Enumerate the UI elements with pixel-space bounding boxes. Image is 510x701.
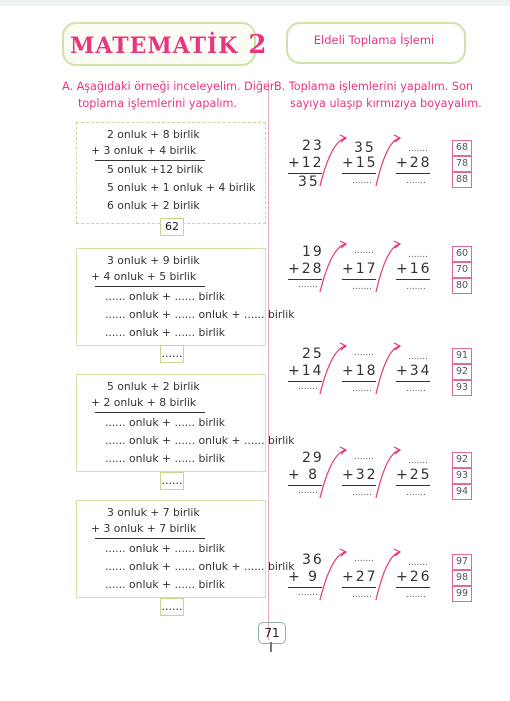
chain-3-result-3[interactable]: .......: [406, 384, 427, 394]
chain-2-result-3[interactable]: .......: [406, 282, 427, 292]
example-answer: 62: [160, 218, 184, 236]
chain-3-addend-3: +34: [396, 363, 432, 379]
example-row-1: 2 onluk + 8 birlik: [107, 128, 200, 141]
chain-3-arrow-2: [374, 340, 402, 396]
chain-1-carry-3[interactable]: .......: [408, 144, 429, 154]
problem-1-row-1: 3 onluk + 9 birlik: [107, 254, 200, 267]
title-part-a: MATEMAT: [70, 33, 207, 59]
example-row-4: 5 onluk + 1 onluk + 4 birlik: [107, 181, 256, 194]
problem-2-row-3[interactable]: ...... onluk + ...... birlik: [105, 416, 226, 429]
chain-1-choice-2[interactable]: 78: [452, 156, 472, 172]
problem-2-row-4[interactable]: ...... onluk + ...... onluk + ...... birlik: [105, 434, 295, 447]
chain-4-arrow-2: [374, 444, 402, 500]
chain-5-addend-2: +27: [342, 569, 378, 585]
chain-4-choice-1[interactable]: 92: [452, 452, 472, 468]
example-row-2: + 3 onluk + 4 birlik: [91, 144, 197, 157]
problem-2-row-2: + 2 onluk + 8 birlik: [91, 396, 197, 409]
chain-3-carry-3[interactable]: .......: [408, 352, 429, 362]
chain-4-addend-2: +32: [342, 467, 378, 483]
chain-3-choice-2[interactable]: 92: [452, 364, 472, 380]
column-divider: [268, 80, 269, 640]
chain-2-choice-2[interactable]: 70: [452, 262, 472, 278]
chain-1-carry-2: 35: [354, 140, 376, 156]
title-number: 2: [248, 30, 268, 60]
topic-title: Eldeli Toplama İşlemi: [313, 33, 435, 47]
problem-2-answer[interactable]: ......: [160, 472, 184, 490]
chain-1-addend-1: +12: [288, 155, 324, 171]
chain-1-choice-3[interactable]: 88: [452, 172, 472, 188]
section-b-instruction: [274, 78, 482, 112]
title-part-b: İK: [206, 33, 239, 59]
problem-2-sum-line: [95, 412, 205, 413]
chain-3-choice-3[interactable]: 93: [452, 380, 472, 396]
chain-3-choice-1[interactable]: 91: [452, 348, 472, 364]
problem-3-sum-line: [95, 538, 205, 539]
chain-1-choice-1[interactable]: 68: [452, 140, 472, 156]
chain-4-result-2[interactable]: .......: [352, 488, 373, 498]
chain-5-choice-3[interactable]: 99: [452, 586, 472, 602]
problem-2-row-5[interactable]: ...... onluk + ...... birlik: [105, 452, 226, 465]
page-number-tick: [270, 642, 272, 652]
problem-3-row-4[interactable]: ...... onluk + ...... onluk + ...... birlik: [105, 560, 295, 573]
chain-1-result-3[interactable]: .......: [406, 176, 427, 186]
chain-5-start: 36: [302, 552, 324, 568]
chain-5-result-1[interactable]: .......: [298, 588, 319, 598]
chain-1-start: 23: [302, 138, 324, 154]
section-b-instruction-line1: B. Toplama işlemlerini yapalım. Son: [274, 80, 473, 93]
problem-1-row-3[interactable]: ...... onluk + ...... birlik: [105, 290, 226, 303]
chain-1-arrow-2: [374, 132, 402, 188]
problem-1-answer[interactable]: ......: [160, 345, 184, 363]
problem-3-row-3[interactable]: ...... onluk + ...... birlik: [105, 542, 226, 555]
chain-3-result-1[interactable]: .......: [298, 382, 319, 392]
chain-4-choice-3[interactable]: 94: [452, 484, 472, 500]
chain-5-result-2[interactable]: .......: [352, 590, 373, 600]
chain-5-carry-3[interactable]: .......: [408, 558, 429, 568]
problem-3-row-1: 3 onluk + 7 birlik: [107, 506, 200, 519]
chain-3-addend-1: +14: [288, 363, 324, 379]
problem-3-row-2: + 3 onluk + 7 birlik: [91, 522, 197, 535]
chain-4-result-3[interactable]: .......: [406, 488, 427, 498]
chain-2-start: 19: [302, 244, 324, 260]
chain-5-result-3[interactable]: .......: [406, 590, 427, 600]
problem-3-row-5[interactable]: ...... onluk + ...... birlik: [105, 578, 226, 591]
chain-4-arrow-1: [318, 444, 348, 500]
problem-1-row-5[interactable]: ...... onluk + ...... birlik: [105, 326, 226, 339]
top-strip: [0, 0, 510, 6]
section-a-instruction: [62, 78, 274, 112]
chain-2-choice-1[interactable]: 60: [452, 246, 472, 262]
chain-4-addend-1: + 8: [288, 467, 320, 483]
chain-4-result-1[interactable]: .......: [298, 486, 319, 496]
chain-5-carry-2[interactable]: .......: [354, 554, 375, 564]
problem-3-answer[interactable]: ......: [160, 598, 184, 616]
chain-1-addend-2: +15: [342, 155, 378, 171]
problem-1-row-2: + 4 onluk + 5 birlik: [91, 270, 197, 283]
chain-4-start: 29: [302, 450, 324, 466]
example-row-3: 5 onluk +12 birlik: [107, 163, 204, 176]
chain-1-result-2[interactable]: .......: [352, 176, 373, 186]
section-b-instruction-line2: sayıya ulaşıp kırmızıya boyayalım.: [290, 97, 482, 110]
chain-3-arrow-1: [318, 340, 348, 396]
chain-2-carry-3[interactable]: .......: [408, 250, 429, 260]
chain-3-result-2[interactable]: .......: [352, 384, 373, 394]
chain-3-addend-2: +18: [342, 363, 378, 379]
chain-1-result-1: 35: [298, 174, 320, 190]
chain-2-result-1[interactable]: .......: [298, 280, 319, 290]
chain-2-addend-2: +17: [342, 261, 378, 277]
example-row-5: 6 onluk + 2 birlik: [107, 199, 200, 212]
chain-5-addend-3: +26: [396, 569, 432, 585]
chain-2-carry-2[interactable]: .......: [354, 246, 375, 256]
chain-1-arrow-1: [318, 132, 348, 188]
chain-4-carry-2[interactable]: .......: [354, 452, 375, 462]
section-a-instruction-line1: A. Aşağıdaki örneği inceleyelim. Diğer: [62, 80, 275, 93]
chain-5-arrow-2: [374, 546, 402, 602]
chain-5-addend-1: + 9: [288, 569, 320, 585]
chain-4-addend-3: +25: [396, 467, 432, 483]
page-number: 71: [258, 622, 286, 644]
section-a-instruction-line2: toplama işlemlerini yapalım.: [78, 97, 237, 110]
problem-2-row-1: 5 onluk + 2 birlik: [107, 380, 200, 393]
page-title: [70, 30, 267, 60]
chain-2-result-2[interactable]: .......: [352, 282, 373, 292]
chain-3-carry-2[interactable]: .......: [354, 348, 375, 358]
chain-5-arrow-1: [318, 546, 348, 602]
chain-2-addend-3: +16: [396, 261, 432, 277]
chain-4-carry-3[interactable]: .......: [408, 456, 429, 466]
chain-1-addend-3: +28: [396, 155, 432, 171]
chain-2-arrow-2: [374, 238, 402, 294]
chain-3-start: 25: [302, 346, 324, 362]
chain-2-choice-3[interactable]: 80: [452, 278, 472, 294]
chain-4-choice-2[interactable]: 93: [452, 468, 472, 484]
problem-1-row-4[interactable]: ...... onluk + ...... onluk + ...... birlik: [105, 308, 295, 321]
chain-2-arrow-1: [318, 238, 348, 294]
chain-2-addend-1: +28: [288, 261, 324, 277]
problem-1-sum-line: [95, 286, 205, 287]
chain-5-choice-1[interactable]: 97: [452, 554, 472, 570]
example-sum-line: [95, 160, 205, 161]
chain-5-choice-2[interactable]: 98: [452, 570, 472, 586]
